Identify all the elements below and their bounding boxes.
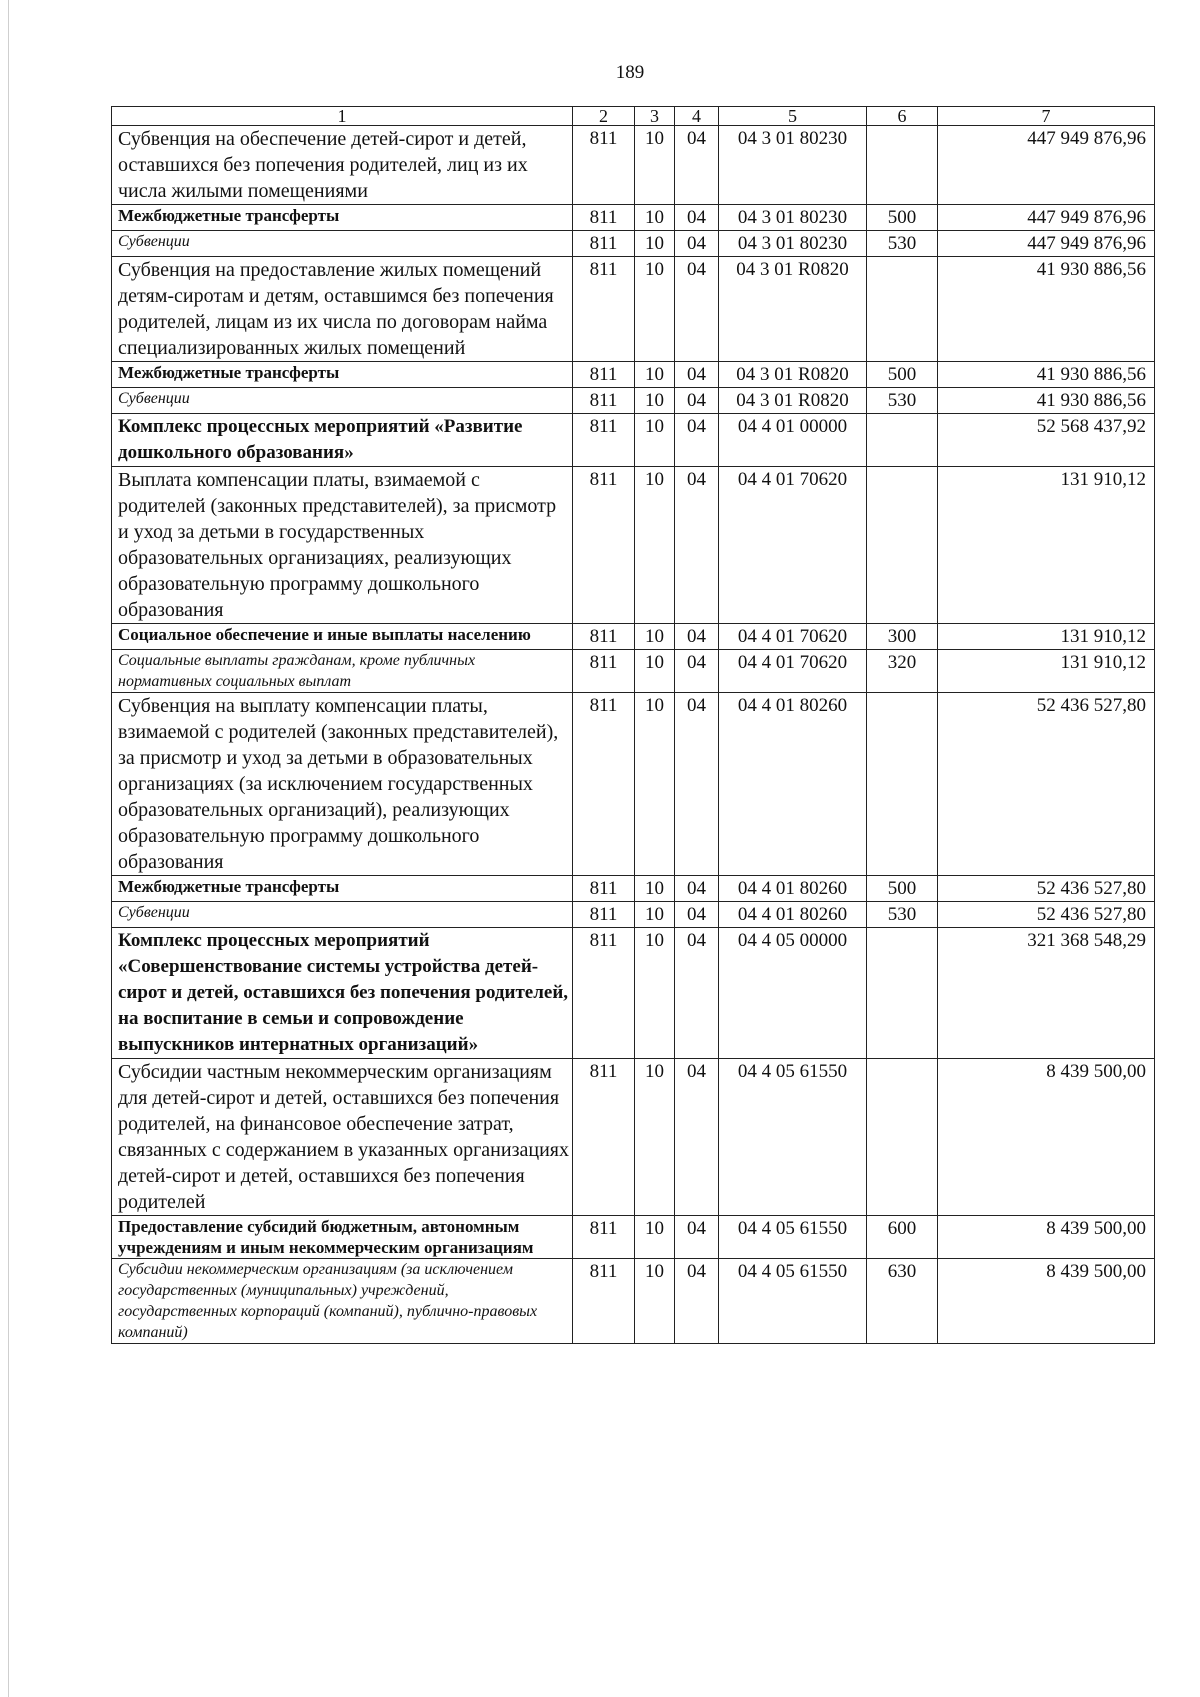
expense-type-cell: 500 — [867, 876, 938, 902]
subsection-code-cell: 04 — [675, 388, 719, 414]
subsection-code-cell: 04 — [675, 902, 719, 928]
column-header: 2 — [573, 107, 635, 126]
row-name-cell: Социальные выплаты гражданам, кроме публичных нормативных социальных выплат — [112, 650, 573, 693]
target-article-cell: 04 4 01 70620 — [719, 467, 867, 624]
section-code-cell: 10 — [635, 126, 675, 205]
table-row — [112, 467, 1155, 624]
target-article-cell: 04 4 01 80260 — [719, 876, 867, 902]
section-code-cell: 10 — [635, 624, 675, 650]
budget-table — [111, 106, 1155, 1344]
section-code-cell: 10 — [635, 257, 675, 362]
row-name-cell: Субвенции — [112, 231, 573, 257]
row-name-cell: Межбюджетные трансферты — [112, 362, 573, 388]
row-name-cell: Комплекс процессных мероприятий «Совершенствование системы устройства детей-сирот и детей, оставшихся без попечения родителей, на воспитание в семьи и сопровождение выпускников интернатных организаций» — [112, 928, 573, 1059]
table-row — [112, 126, 1155, 205]
target-article-cell: 04 4 01 80260 — [719, 902, 867, 928]
amount-cell: 41 930 886,56 — [938, 257, 1155, 362]
amount-cell: 447 949 876,96 — [938, 231, 1155, 257]
table-row — [112, 928, 1155, 1059]
amount-cell: 52 436 527,80 — [938, 693, 1155, 876]
section-code-cell: 10 — [635, 1216, 675, 1259]
subsection-code-cell: 04 — [675, 126, 719, 205]
target-article-cell: 04 4 01 70620 — [719, 650, 867, 693]
column-header: 5 — [719, 107, 867, 126]
expense-type-cell: 530 — [867, 902, 938, 928]
subsection-code-cell: 04 — [675, 876, 719, 902]
section-code-cell: 10 — [635, 362, 675, 388]
section-code-cell: 10 — [635, 1059, 675, 1216]
target-article-cell: 04 4 01 70620 — [719, 624, 867, 650]
amount-cell: 447 949 876,96 — [938, 205, 1155, 231]
ministry-code-cell: 811 — [573, 624, 635, 650]
ministry-code-cell: 811 — [573, 205, 635, 231]
ministry-code-cell: 811 — [573, 650, 635, 693]
table-row — [112, 362, 1155, 388]
expense-type-cell — [867, 414, 938, 467]
table-row — [112, 902, 1155, 928]
expense-type-cell: 500 — [867, 205, 938, 231]
amount-cell: 8 439 500,00 — [938, 1259, 1155, 1344]
row-name-cell: Комплекс процессных мероприятий «Развитие дошкольного образования» — [112, 414, 573, 467]
column-header: 3 — [635, 107, 675, 126]
subsection-code-cell: 04 — [675, 650, 719, 693]
amount-cell: 131 910,12 — [938, 624, 1155, 650]
amount-cell: 8 439 500,00 — [938, 1216, 1155, 1259]
amount-cell: 8 439 500,00 — [938, 1059, 1155, 1216]
ministry-code-cell: 811 — [573, 693, 635, 876]
ministry-code-cell: 811 — [573, 467, 635, 624]
column-header: 4 — [675, 107, 719, 126]
ministry-code-cell: 811 — [573, 1259, 635, 1344]
row-name-cell: Субсидии некоммерческим организациям (за исключением государственных (муниципальных) учреждений, государственных корпораций (компаний), публично-правовых компаний) — [112, 1259, 573, 1344]
target-article-cell: 04 4 05 61550 — [719, 1059, 867, 1216]
target-article-cell: 04 4 05 61550 — [719, 1216, 867, 1259]
subsection-code-cell: 04 — [675, 1216, 719, 1259]
row-name-cell: Субвенция на выплату компенсации платы, взимаемой с родителей (законных представителей), за присмотр и уход за детьми в образовательных организациях (за исключением государственных образовательных организаций), реализующих образовательную программу дошкольного образования — [112, 693, 573, 876]
target-article-cell: 04 4 05 00000 — [719, 928, 867, 1059]
column-header-row — [112, 107, 1155, 126]
amount-cell: 41 930 886,56 — [938, 362, 1155, 388]
section-code-cell: 10 — [635, 231, 675, 257]
ministry-code-cell: 811 — [573, 126, 635, 205]
table-row — [112, 1216, 1155, 1259]
column-header: 1 — [112, 107, 573, 126]
ministry-code-cell: 811 — [573, 257, 635, 362]
expense-type-cell — [867, 257, 938, 362]
ministry-code-cell: 811 — [573, 1216, 635, 1259]
ministry-code-cell: 811 — [573, 388, 635, 414]
amount-cell: 131 910,12 — [938, 467, 1155, 624]
row-name-cell: Субвенции — [112, 902, 573, 928]
ministry-code-cell: 811 — [573, 928, 635, 1059]
table-row — [112, 414, 1155, 467]
expense-type-cell: 530 — [867, 388, 938, 414]
row-name-cell: Выплата компенсации платы, взимаемой с родителей (законных представителей), за присмотр и уход за детьми в государственных образовательных организациях, реализующих образовательную программу дошкольного образования — [112, 467, 573, 624]
amount-cell: 321 368 548,29 — [938, 928, 1155, 1059]
subsection-code-cell: 04 — [675, 362, 719, 388]
section-code-cell: 10 — [635, 1259, 675, 1344]
table-row — [112, 876, 1155, 902]
target-article-cell: 04 4 01 80260 — [719, 693, 867, 876]
target-article-cell: 04 4 01 00000 — [719, 414, 867, 467]
expense-type-cell — [867, 467, 938, 624]
expense-type-cell — [867, 693, 938, 876]
target-article-cell: 04 3 01 R0820 — [719, 388, 867, 414]
expense-type-cell: 300 — [867, 624, 938, 650]
expense-type-cell: 600 — [867, 1216, 938, 1259]
section-code-cell: 10 — [635, 650, 675, 693]
subsection-code-cell: 04 — [675, 1259, 719, 1344]
amount-cell: 52 436 527,80 — [938, 902, 1155, 928]
table-row — [112, 388, 1155, 414]
target-article-cell: 04 3 01 R0820 — [719, 257, 867, 362]
ministry-code-cell: 811 — [573, 1059, 635, 1216]
table-row — [112, 693, 1155, 876]
expense-type-cell: 500 — [867, 362, 938, 388]
subsection-code-cell: 04 — [675, 205, 719, 231]
target-article-cell: 04 3 01 R0820 — [719, 362, 867, 388]
subsection-code-cell: 04 — [675, 624, 719, 650]
row-name-cell: Субвенции — [112, 388, 573, 414]
section-code-cell: 10 — [635, 205, 675, 231]
subsection-code-cell: 04 — [675, 467, 719, 624]
table-row — [112, 231, 1155, 257]
section-code-cell: 10 — [635, 928, 675, 1059]
row-name-cell: Субсидии частным некоммерческим организациям для детей-сирот и детей, оставшихся без попечения родителей, на финансовое обеспечение затрат, связанных с содержанием в указанных организациях детей-сирот и детей, оставшихся без попечения родителей — [112, 1059, 573, 1216]
table-row — [112, 624, 1155, 650]
expense-type-cell — [867, 928, 938, 1059]
page-number: 189 — [615, 62, 645, 83]
subsection-code-cell: 04 — [675, 257, 719, 362]
section-code-cell: 10 — [635, 902, 675, 928]
ministry-code-cell: 811 — [573, 902, 635, 928]
table-row — [112, 650, 1155, 693]
row-name-cell: Предоставление субсидий бюджетным, автономным учреждениям и иным некоммерческим организациям — [112, 1216, 573, 1259]
subsection-code-cell: 04 — [675, 231, 719, 257]
ministry-code-cell: 811 — [573, 231, 635, 257]
row-name-cell: Межбюджетные трансферты — [112, 876, 573, 902]
target-article-cell: 04 4 05 61550 — [719, 1259, 867, 1344]
amount-cell: 447 949 876,96 — [938, 126, 1155, 205]
subsection-code-cell: 04 — [675, 1059, 719, 1216]
ministry-code-cell: 811 — [573, 876, 635, 902]
table-row — [112, 1259, 1155, 1344]
scan-margin-line — [8, 0, 9, 1697]
amount-cell: 52 568 437,92 — [938, 414, 1155, 467]
row-name-cell: Субвенция на обеспечение детей-сирот и детей, оставшихся без попечения родителей, лиц из их числа жилыми помещениями — [112, 126, 573, 205]
subsection-code-cell: 04 — [675, 928, 719, 1059]
amount-cell: 41 930 886,56 — [938, 388, 1155, 414]
section-code-cell: 10 — [635, 388, 675, 414]
target-article-cell: 04 3 01 80230 — [719, 126, 867, 205]
target-article-cell: 04 3 01 80230 — [719, 231, 867, 257]
section-code-cell: 10 — [635, 467, 675, 624]
row-name-cell: Социальное обеспечение и иные выплаты населению — [112, 624, 573, 650]
section-code-cell: 10 — [635, 876, 675, 902]
section-code-cell: 10 — [635, 693, 675, 876]
target-article-cell: 04 3 01 80230 — [719, 205, 867, 231]
expense-type-cell: 630 — [867, 1259, 938, 1344]
table-body — [112, 107, 1155, 1344]
ministry-code-cell: 811 — [573, 414, 635, 467]
subsection-code-cell: 04 — [675, 414, 719, 467]
amount-cell: 52 436 527,80 — [938, 876, 1155, 902]
table-row — [112, 1059, 1155, 1216]
expense-type-cell — [867, 126, 938, 205]
expense-type-cell: 320 — [867, 650, 938, 693]
row-name-cell: Межбюджетные трансферты — [112, 205, 573, 231]
subsection-code-cell: 04 — [675, 693, 719, 876]
ministry-code-cell: 811 — [573, 362, 635, 388]
amount-cell: 131 910,12 — [938, 650, 1155, 693]
table-row — [112, 257, 1155, 362]
section-code-cell: 10 — [635, 414, 675, 467]
expense-type-cell: 530 — [867, 231, 938, 257]
row-name-cell: Субвенция на предоставление жилых помещений детям-сиротам и детям, оставшимся без попечения родителей, лицам из их числа по договорам найма специализированных жилых помещений — [112, 257, 573, 362]
column-header: 7 — [938, 107, 1155, 126]
table-row — [112, 205, 1155, 231]
expense-type-cell — [867, 1059, 938, 1216]
column-header: 6 — [867, 107, 938, 126]
